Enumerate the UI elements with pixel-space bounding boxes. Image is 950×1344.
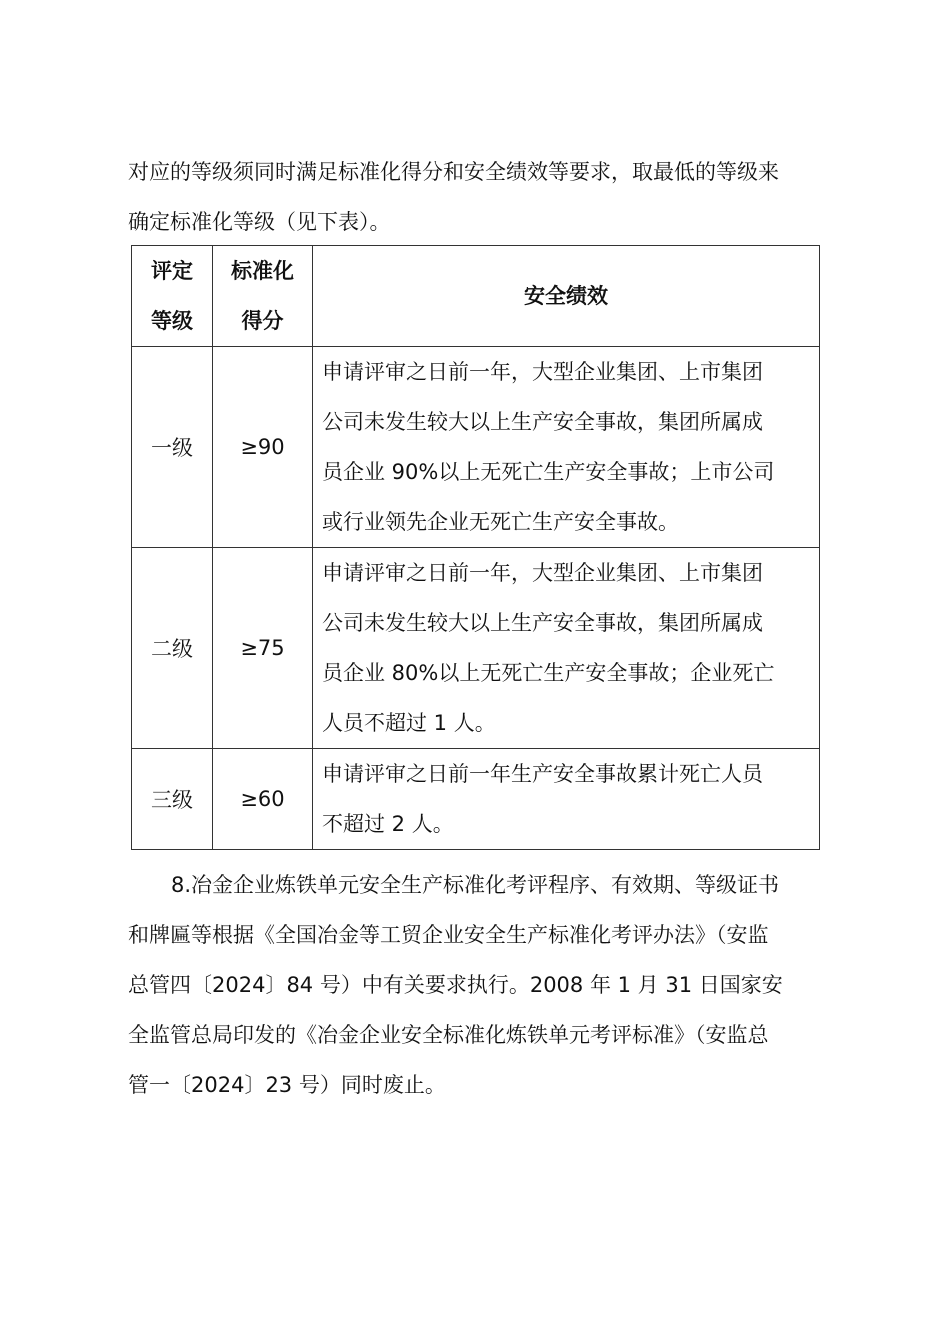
header-level-line: 等级: [151, 309, 193, 333]
header-level: [132, 246, 213, 347]
header-level-line: 评定: [151, 259, 193, 283]
table-row: [132, 548, 820, 749]
grading-table: [131, 245, 820, 850]
level-cell: 三级: [132, 749, 213, 850]
paragraph-8-line: 总管四〔2024〕84 号）中有关要求执行。2008 年 1 月 31 日国家安: [128, 973, 783, 997]
performance-cell: [313, 749, 820, 850]
score-cell: ≥75: [213, 548, 313, 749]
table-row: [132, 347, 820, 548]
table-header-row: [132, 246, 820, 347]
table-row: [132, 749, 820, 850]
header-performance: 安全绩效: [313, 246, 820, 347]
level-cell: 二级: [132, 548, 213, 749]
intro-line: 对应的等级须同时满足标准化得分和安全绩效等要求，取最低的等级来: [128, 160, 779, 184]
paragraph-8-line: 和牌匾等根据《全国冶金等工贸企业安全生产标准化考评办法》（安监: [128, 923, 769, 947]
paragraph-8-line: 8.冶金企业炼铁单元安全生产标准化考评程序、有效期、等级证书: [171, 873, 780, 897]
paragraph-8: [128, 860, 828, 1110]
performance-cell: [313, 347, 820, 548]
score-cell: ≥60: [213, 749, 313, 850]
intro-paragraph: [128, 147, 828, 247]
performance-line: 公司未发生较大以上生产安全事故，集团所属成: [322, 410, 763, 434]
performance-line: 员企业 90%以上无死亡生产安全事故；上市公司: [322, 460, 775, 484]
score-cell: ≥90: [213, 347, 313, 548]
performance-line: 人员不超过 1 人。: [322, 711, 496, 735]
performance-line: 不超过 2 人。: [322, 812, 454, 836]
performance-line: 申请评审之日前一年，大型企业集团、上市集团: [322, 360, 763, 384]
header-score-line: 标准化: [231, 259, 294, 283]
intro-line: 确定标准化等级（见下表）。: [128, 210, 391, 234]
performance-line: 员企业 80%以上无死亡生产安全事故；企业死亡: [322, 661, 775, 685]
performance-line: 申请评审之日前一年生产安全事故累计死亡人员: [322, 762, 763, 786]
performance-cell: [313, 548, 820, 749]
header-score: [213, 246, 313, 347]
paragraph-8-line: 管一〔2024〕23 号）同时废止。: [128, 1073, 446, 1097]
level-cell: 一级: [132, 347, 213, 548]
performance-line: 公司未发生较大以上生产安全事故，集团所属成: [322, 611, 763, 635]
header-score-line: 得分: [241, 309, 284, 333]
performance-line: 申请评审之日前一年，大型企业集团、上市集团: [322, 561, 763, 585]
performance-line: 或行业领先企业无死亡生产安全事故。: [322, 510, 679, 534]
paragraph-8-line: 全监管总局印发的《冶金企业安全标准化炼铁单元考评标准》（安监总: [128, 1023, 769, 1047]
